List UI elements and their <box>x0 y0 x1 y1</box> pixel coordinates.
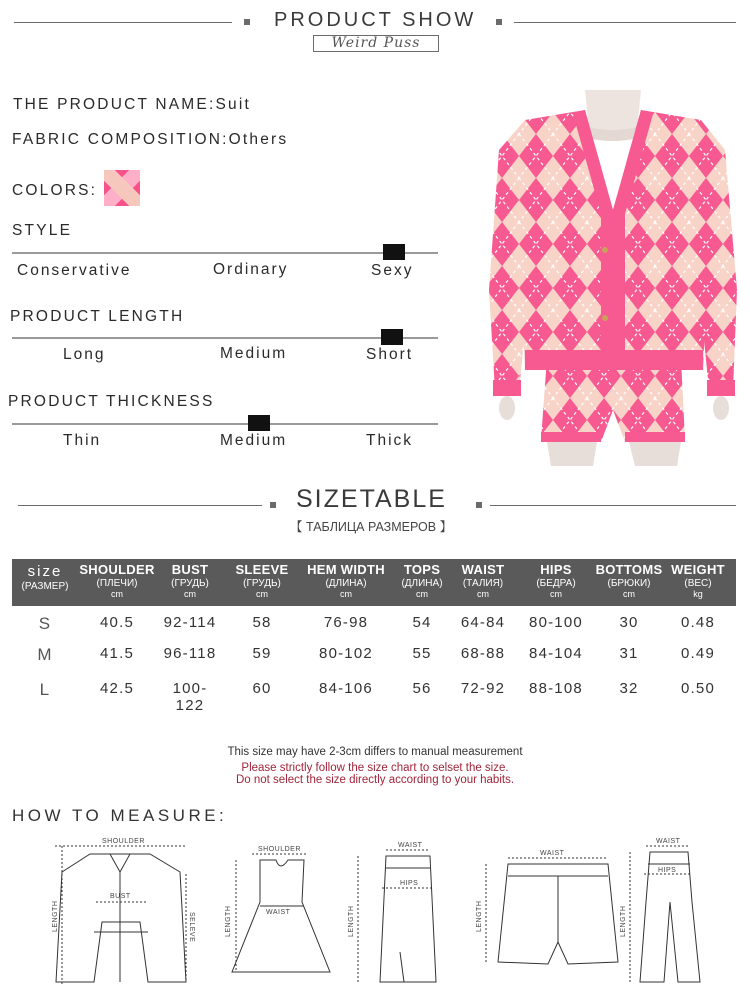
skirt-hips-label: HIPS <box>400 880 419 887</box>
header-rule-right <box>514 22 736 23</box>
style-label-sexy: Sexy <box>371 262 414 279</box>
size-col-unit: cm <box>623 589 635 599</box>
size-col-sub: (РАЗМЕР) <box>21 581 69 592</box>
thickness-title: PRODUCT THICKNESS <box>8 393 215 410</box>
jacket-length-label: LENGTH <box>52 900 59 932</box>
length-scale-line <box>12 337 438 339</box>
header-rule-left <box>14 22 232 23</box>
size-col-sub: (ТАЛИЯ) <box>462 578 504 589</box>
jacket-sleeve-label: SELEVE <box>188 912 195 943</box>
sizetable-subtitle: 【 ТАБЛИЦА РАЗМЕРОВ 】 <box>290 520 453 534</box>
sizetable-rule-left <box>18 505 262 506</box>
style-title: STYLE <box>12 222 73 239</box>
size-col-header <box>396 559 448 606</box>
size-cell: 54 <box>412 614 432 631</box>
sizetable-dot-right <box>476 502 482 508</box>
length-label-long: Long <box>63 346 106 363</box>
length-label-short: Short <box>366 346 414 363</box>
size-cell: 0.50 <box>681 680 715 697</box>
size-col-unit: cm <box>256 589 268 599</box>
dress-waist-label: WAIST <box>266 909 291 916</box>
skirt-waist-label: WAIST <box>398 842 423 849</box>
size-col-name: WAIST <box>461 562 505 577</box>
header-dot-right <box>496 19 502 25</box>
size-col-unit: kg <box>693 589 703 599</box>
size-cell: 40.5 <box>100 614 134 631</box>
size-col-sub: (ГРУДЬ) <box>243 578 281 589</box>
size-col-header <box>75 559 159 606</box>
size-cell: 59 <box>252 645 272 662</box>
trousers-length-label: LENGTH <box>620 905 627 937</box>
thickness-label-thick: Thick <box>366 432 414 449</box>
size-col-name: SHOULDER <box>79 562 155 577</box>
size-cell: 84-106 <box>319 680 373 697</box>
size-cell: 41.5 <box>100 645 134 662</box>
size-cell: 42.5 <box>100 680 134 697</box>
sizetable-dot-left <box>270 502 276 508</box>
size-col-sub: (ВЕС) <box>684 578 712 589</box>
header-dot-left <box>244 19 250 25</box>
length-title: PRODUCT LENGTH <box>10 308 185 325</box>
size-col-name: TOPS <box>403 562 441 577</box>
dress-shoulder-label: SHOULDER <box>258 846 301 853</box>
color-swatch-pink[interactable] <box>104 170 140 206</box>
colors-label: COLORS: <box>12 182 98 199</box>
size-col-name: SLEEVE <box>235 562 289 577</box>
size-cell: 30 <box>619 614 639 631</box>
style-marker <box>383 244 405 260</box>
size-col-unit: cm <box>184 589 196 599</box>
size-cell: 32 <box>619 680 639 697</box>
size-cell: 96-118 <box>163 645 217 662</box>
size-cell: 56 <box>412 680 432 697</box>
size-cell: 64-84 <box>460 614 506 631</box>
dress-length-label: LENGTH <box>225 905 232 937</box>
size-row-label: M <box>37 645 53 664</box>
trousers-waist-label: WAIST <box>656 838 681 845</box>
size-col-unit: cm <box>477 589 489 599</box>
thickness-scale-line <box>12 423 438 425</box>
size-col-name: size <box>27 563 63 580</box>
note-follow-chart: Please strictly follow the size chart to selset the size. <box>241 762 509 774</box>
size-col-unit: cm <box>340 589 352 599</box>
product-name: THE PRODUCT NAME:Suit <box>13 96 251 113</box>
measure-diagrams <box>40 832 730 997</box>
size-col-name: BUST <box>171 562 209 577</box>
size-col-unit: cm <box>550 589 562 599</box>
size-col-name: BOTTOMS <box>595 562 663 577</box>
size-col-sub: (БЕДРА) <box>536 578 576 589</box>
skirt-length-label: LENGTH <box>348 905 355 937</box>
size-cell: 58 <box>252 614 272 631</box>
jacket-bust-label: BUST <box>110 893 131 900</box>
size-cell: 88-108 <box>529 680 583 697</box>
size-col-header <box>525 559 587 606</box>
size-cell: 80-100 <box>529 614 583 631</box>
size-cell: 80-102 <box>319 645 373 662</box>
size-col-header <box>667 559 729 606</box>
shorts-waist-label: WAIST <box>540 850 565 857</box>
size-row-label: S <box>38 614 52 633</box>
style-label-ordinary: Ordinary <box>213 261 289 278</box>
jacket-shoulder-label: SHOULDER <box>102 838 145 845</box>
size-col-sub: (ДЛИНА) <box>401 578 443 589</box>
size-cell: 0.48 <box>681 614 715 631</box>
size-col-sub: (ДЛИНА) <box>325 578 367 589</box>
size-cell: 68-88 <box>460 645 506 662</box>
size-row-label: L <box>39 680 51 699</box>
size-cell: 72-92 <box>460 680 506 697</box>
size-col-name: HIPS <box>540 562 572 577</box>
page-title: PRODUCT SHOW <box>274 9 477 31</box>
thickness-marker <box>248 415 270 431</box>
size-cell: 100-122 <box>172 680 208 714</box>
shorts-length-label: LENGTH <box>476 900 483 932</box>
size-table-header <box>12 559 736 606</box>
size-col-sub: (ПЛЕЧИ) <box>96 578 138 589</box>
length-label-medium: Medium <box>220 345 288 362</box>
size-col-header <box>454 559 512 606</box>
size-cell: 0.49 <box>681 645 715 662</box>
trousers-hips-label: HIPS <box>658 867 677 874</box>
note-habit-warning: Do not select the size directly according to your habits. <box>235 774 515 786</box>
thickness-label-thin: Thin <box>63 432 102 449</box>
style-label-conservative: Conservative <box>17 262 132 279</box>
size-cell: 55 <box>412 645 432 662</box>
size-cell: 76-98 <box>323 614 369 631</box>
size-col-header <box>230 559 294 606</box>
size-col-header <box>17 559 73 606</box>
size-col-name: WEIGHT <box>671 562 725 577</box>
how-to-measure-title: HOW TO MEASURE: <box>12 806 228 825</box>
size-cell: 60 <box>252 680 272 697</box>
size-cell: 31 <box>619 645 639 662</box>
size-cell: 92-114 <box>163 614 217 631</box>
brand-name: Weird Puss <box>313 35 439 52</box>
size-col-sub: (БРЮКИ) <box>607 578 651 589</box>
sizetable-title: SIZETABLE <box>296 485 447 513</box>
length-marker <box>381 329 403 345</box>
size-col-header <box>590 559 668 606</box>
size-col-unit: cm <box>416 589 428 599</box>
size-col-unit: cm <box>111 589 123 599</box>
style-scale-line <box>12 252 438 254</box>
size-col-name: HEM WIDTH <box>307 562 385 577</box>
size-cell: 84-104 <box>529 645 583 662</box>
size-col-header <box>160 559 220 606</box>
size-col-header <box>296 559 396 606</box>
size-col-sub: (ГРУДЬ) <box>171 578 209 589</box>
fabric-composition: FABRIC COMPOSITION:Others <box>12 131 289 148</box>
sizetable-rule-right <box>490 505 736 506</box>
product-photo <box>485 90 740 470</box>
note-measurement: This size may have 2-3cm differs to manual measurement <box>227 746 523 758</box>
thickness-label-medium: Medium <box>220 432 288 449</box>
